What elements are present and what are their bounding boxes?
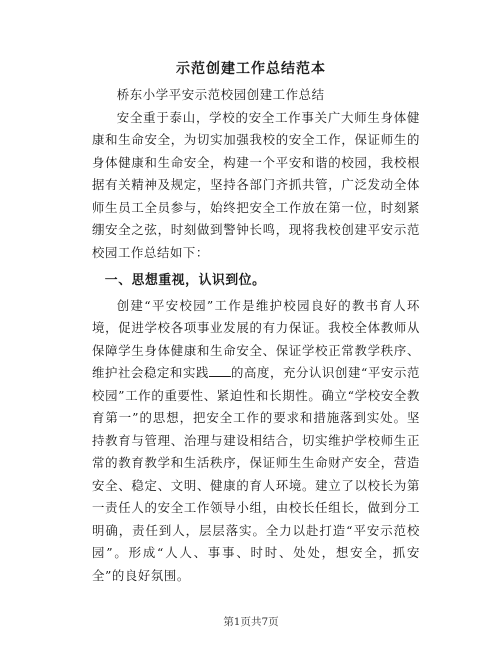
- section-heading-1: 一、思想重视，认识到位。: [104, 273, 266, 288]
- paragraph-section-1: [92, 295, 420, 588]
- document-subtitle: 桥东小学平安示范校园创建工作总结: [116, 87, 325, 102]
- document-body: [92, 84, 420, 587]
- page-number-footer: 第1页共7页: [223, 616, 279, 628]
- paragraph-section-1-part1: 创建“平安校园”工作是维护校园良好的教书育人环境，促进学校各项事业发展的有力保证。我校全体教师从保障学生身体健康和生命安全、保证学校正常教学秩序、维护社会稳定和实践: [92, 297, 420, 380]
- paragraph-intro: 安全重于泰山，学校的安全工作事关广大师生身体健康和生命安全，为切实加强我校的安全工作，保证师生的身体健康和生命安全，构建一个平安和谐的校园，我校根据有关精神及规定，坚持各部门齐抓共管，广泛发动全体师生员工全员参与，始终把安全工作放在第一位，时刻紧绷安全之弦，时刻做到警钟长鸣，现将我校创建平安示范校园工作总结如下：: [92, 109, 420, 260]
- document-title: 示范创建工作总结范本: [176, 61, 326, 77]
- paragraph-section-1-part2: 的高度，充分认识创建“平安示范校园”工作的重要性、紧迫性和长期性。确立“学校安全教育第一”的思想，把安全工作的要求和措施落到实处。坚持教育与管理、治理与建设相结合，切实维护学校师生正常的教育教学和生活秩序，保证师生生命财产安全，营造安全、稳定、文明、健康的育人环境。建立了以校长为第一责任人的安全工作领导小组，由校长任组长，做到分工明确，责任到人，层层落实。全力以赴打造“平安示范校园”。形成“人人、事事、时时、处处，想安全，抓安全”的良好氛围。: [92, 365, 420, 583]
- fill-in-blank: [209, 364, 231, 377]
